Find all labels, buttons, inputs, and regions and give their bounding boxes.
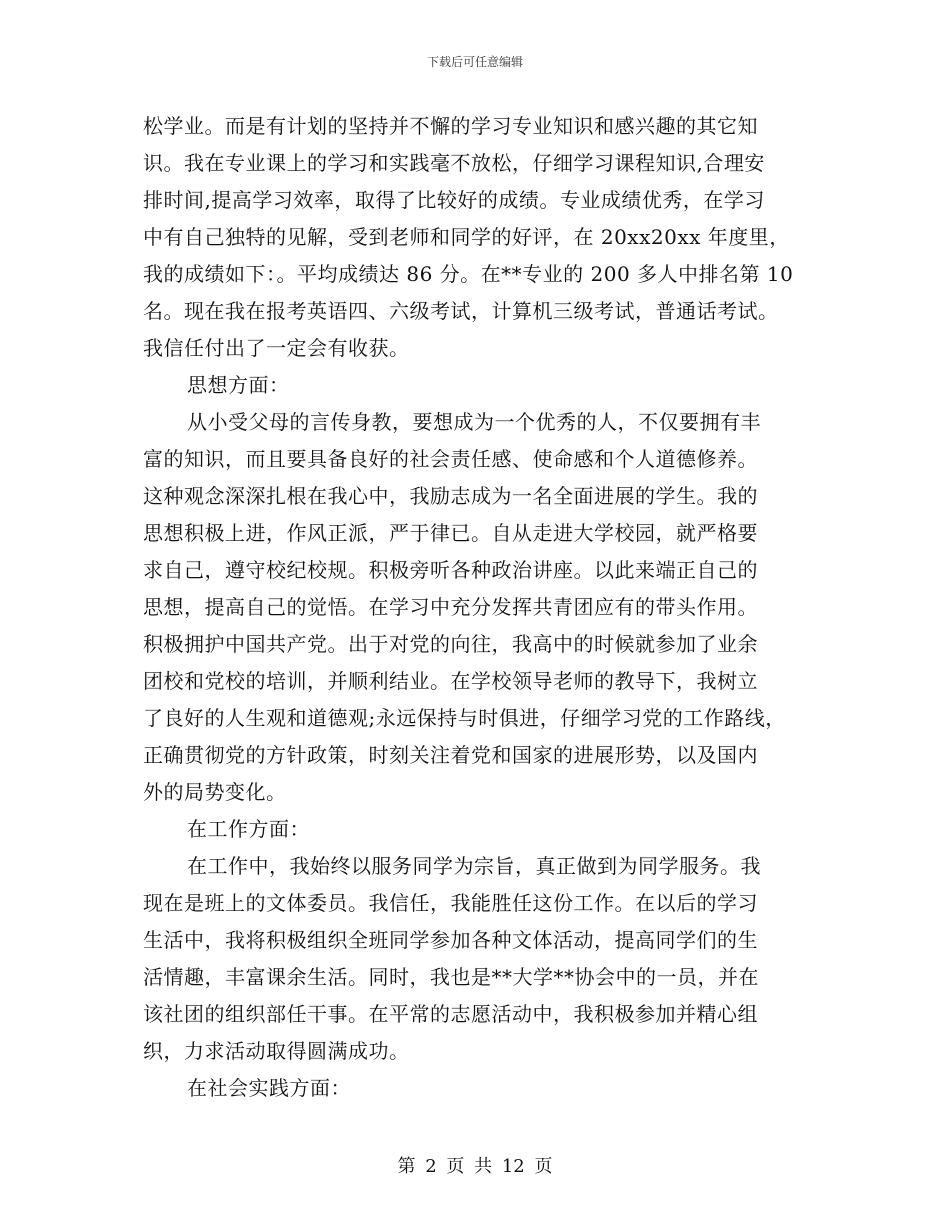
text-line: 思想，提高自己的觉悟。在学习中充分发挥共青团应有的带头作用。 bbox=[143, 595, 758, 619]
document-body bbox=[143, 108, 815, 1107]
text-line: 中有自己独特的见解，受到老师和同学的好评，在 20xx20xx 年度里， bbox=[143, 225, 790, 249]
text-line: 在工作中，我始终以服务同学为宗旨，真正做到为同学服务。我 bbox=[187, 854, 761, 878]
text-line: 活情趣，丰富课余生活。同时，我也是**大学**协会中的一员，并在 bbox=[143, 965, 759, 989]
text-line: 名。现在我在报考英语四、六级考试，计算机三级考试，普通话考试。 bbox=[143, 299, 779, 323]
text-line: 排时间,提高学习效率，取得了比较好的成绩。专业成绩优秀，在学习 bbox=[143, 188, 765, 212]
page-footer: 第 2 页 共 12 页 bbox=[397, 1156, 553, 1177]
text-line: 求自己，遵守校纪校规。积极旁听各种政治讲座。以此来端正自己的 bbox=[143, 558, 758, 582]
text-line: 我的成绩如下：。平均成绩达 86 分。在**专业的 200 多人中排名第 10 bbox=[143, 262, 794, 286]
text-line: 织，力求活动取得圆满成功。 bbox=[143, 1039, 410, 1063]
text-line: 外的局势变化。 bbox=[143, 780, 287, 804]
text-line: 积极拥护中国共产党。出于对党的向往，我高中的时候就参加了业余 bbox=[143, 632, 758, 656]
text-line: 生活中，我将积极组织全班同学参加各种文体活动，提高同学们的生 bbox=[143, 928, 758, 952]
section-heading: 在工作方面： bbox=[187, 817, 310, 841]
text-line: 富的知识，而且要具备良好的社会责任感、使命感和个人道德修养。 bbox=[143, 447, 758, 471]
section-heading: 在社会实践方面： bbox=[187, 1076, 351, 1100]
text-line: 思想积极上进，作风正派，严于律已。自从走进大学校园，就严格要 bbox=[143, 521, 758, 545]
text-line: 团校和党校的培训，并顺利结业。在学校领导老师的教导下，我树立 bbox=[143, 669, 758, 693]
section-heading: 思想方面： bbox=[187, 373, 290, 397]
text-line: 现在是班上的文体委员。我信任，我能胜任这份工作。在以后的学习 bbox=[143, 891, 758, 915]
page-header: 下载后可任意编辑 bbox=[426, 55, 523, 69]
text-line: 了良好的人生观和道德观;永远保持与时俱进，仔细学习党的工作路线， bbox=[143, 706, 786, 730]
text-line: 正确贯彻党的方针政策，时刻关注着党和国家的进展形势，以及国内 bbox=[143, 743, 758, 767]
text-line: 这种观念深深扎根在我心中，我励志成为一名全面进展的学生。我的 bbox=[143, 484, 758, 508]
text-line: 松学业。而是有计划的坚持并不懈的学习专业知识和感兴趣的其它知 bbox=[143, 114, 758, 138]
text-line: 识。我在专业课上的学习和实践毫不放松，仔细学习课程知识,合理安 bbox=[143, 151, 765, 175]
text-line: 我信任付出了一定会有收获。 bbox=[143, 336, 410, 360]
text-line: 从小受父母的言传身教，要想成为一个优秀的人，不仅要拥有丰 bbox=[187, 410, 761, 434]
text-line: 该社团的组织部任干事。在平常的志愿活动中，我积极参加并精心组 bbox=[143, 1002, 758, 1026]
